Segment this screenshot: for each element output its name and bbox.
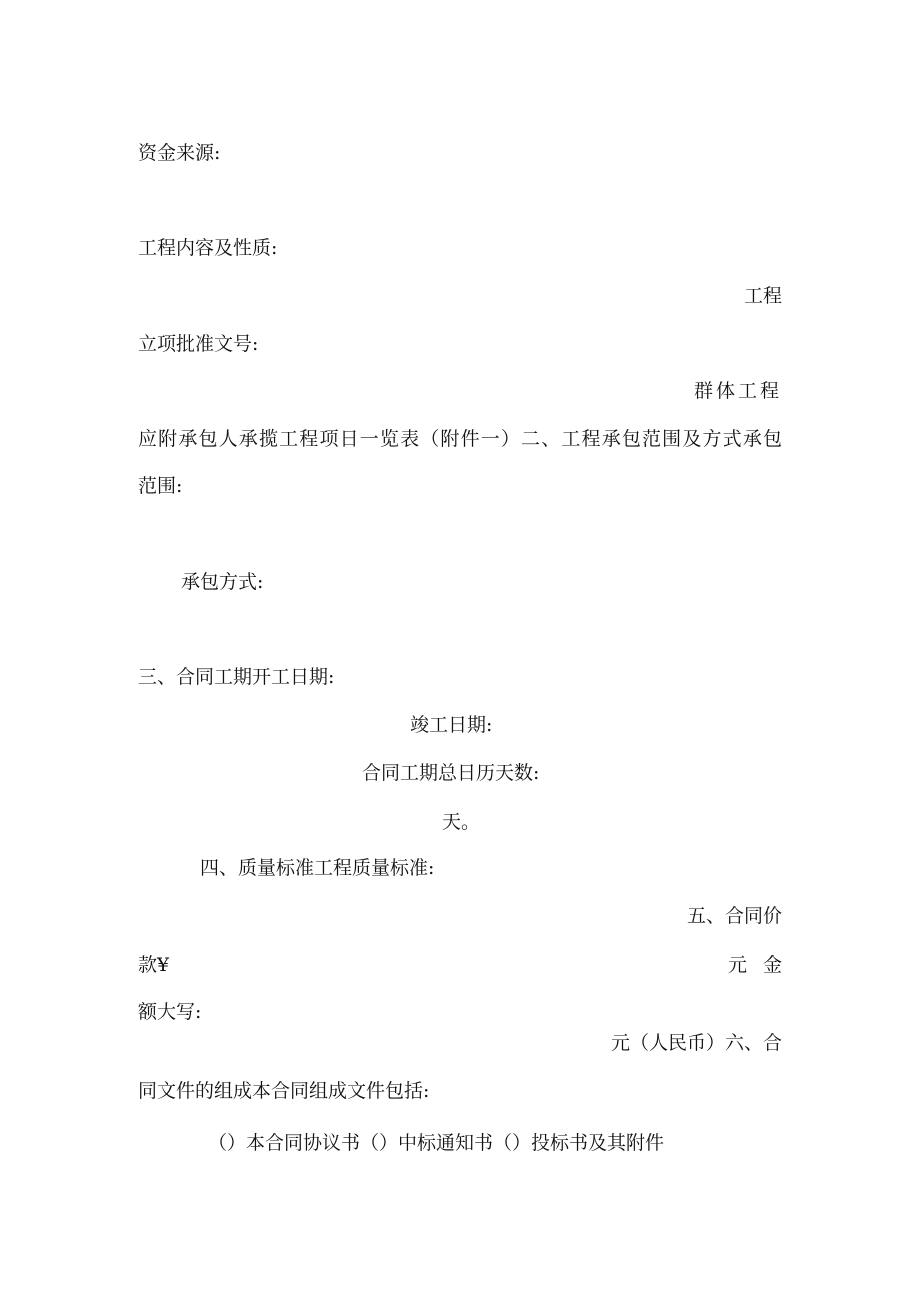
section4-quality-label: 四、质量标准工程质量标准: bbox=[200, 857, 435, 879]
attachment-and-scope-line: 应附承包人承揽工程项日一览表（附件一）二、工程承包范围及方式承包 bbox=[138, 428, 782, 450]
price-unit-text: 元 金 bbox=[727, 954, 782, 976]
project-right-text: 工程 bbox=[743, 285, 782, 307]
group-project-text: 群体工程 bbox=[693, 380, 782, 402]
days-unit-text: 天。 bbox=[442, 811, 481, 833]
scope-label: 范围: bbox=[138, 475, 183, 497]
section5-heading: 五、合同价 bbox=[686, 905, 782, 927]
contract-method-label: 承包方式: bbox=[181, 571, 264, 593]
amount-in-words-label: 额大写: bbox=[138, 1001, 202, 1023]
approval-number-label: 立项批准文号: bbox=[138, 333, 259, 355]
contract-documents-label: 同文件的组成本合同组成文件包括: bbox=[138, 1080, 430, 1102]
funding-source-label: 资金来源: bbox=[138, 142, 221, 164]
section3-start-date-label: 三、合同工期开工日期: bbox=[138, 666, 335, 688]
price-label: 款¥ bbox=[138, 954, 170, 976]
project-content-label: 工程内容及性质: bbox=[138, 237, 278, 259]
document-checklist: （）本合同协议书（）中标通知书（）投标书及其附件 bbox=[208, 1132, 665, 1154]
completion-date-label: 竣工日期: bbox=[410, 714, 493, 736]
rmb-section6-text: 元（人民币）六、合 bbox=[610, 1032, 782, 1054]
total-days-label: 合同工期总日历天数: bbox=[362, 762, 540, 784]
